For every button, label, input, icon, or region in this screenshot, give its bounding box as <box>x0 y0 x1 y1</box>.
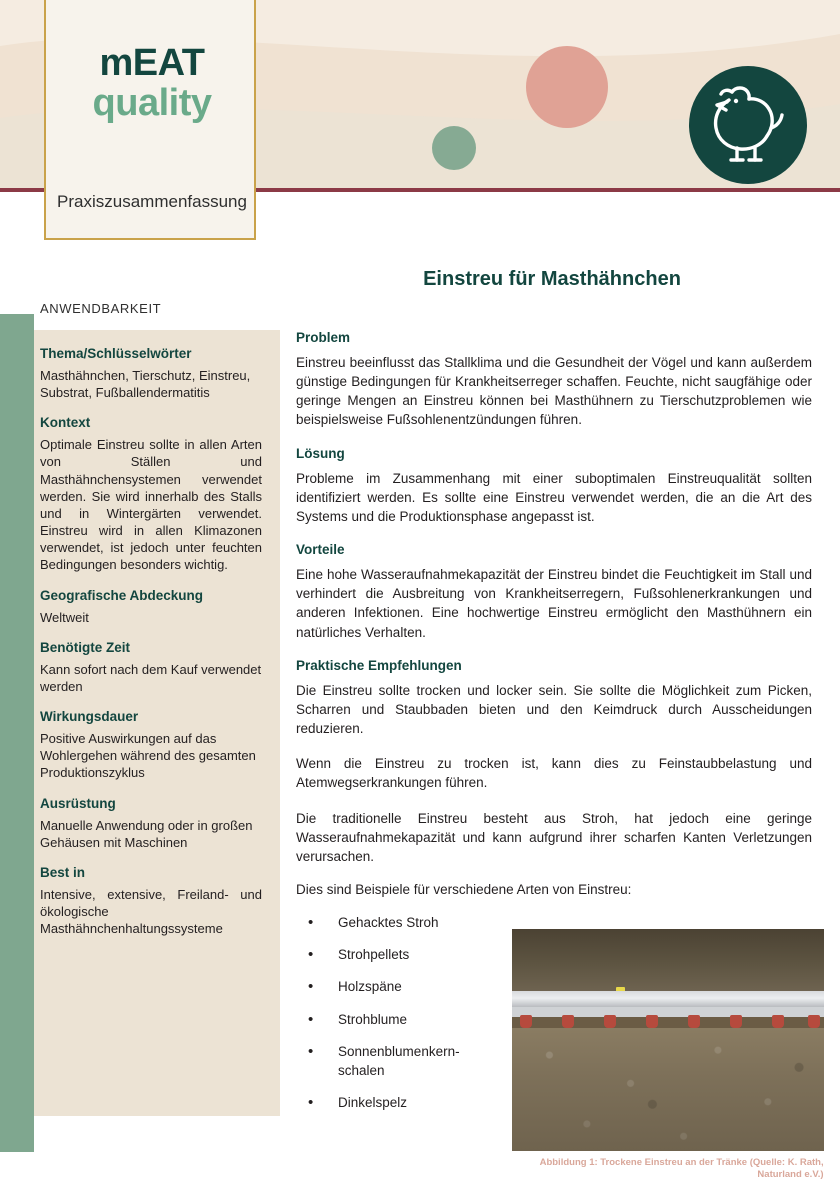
section-paragraph: Einstreu beeinflusst das Stallklima und die Gesundheit der Vögel und kann außerdem günstige Bedingungen für Krankheitserreger schaffen. Feuchte, nicht saugfähige oder geringe Mengen an Einstreu können bei Masthühnern zu Tierschutzproblemen wie beispielsweise Fußsohlenentzündungen führen. <box>296 355 812 428</box>
sidebar-text: Manuelle Anwendung oder in großen Gehäusen mit Maschinen <box>40 817 253 850</box>
chicken-badge <box>689 66 807 184</box>
sidebar-text: Intensive, extensive, Freiland- und ökologische Masthähnchenhaltungssysteme <box>40 886 262 937</box>
section-paragraph: Die Einstreu sollte trocken und locker sein. Sie sollte die Möglichkeit zum Picken, Scharren und Staubbaden bieten und den Keimdruck durch Ausscheidungen reduzieren. <box>296 682 812 737</box>
sidebar-text: Optimale Einstreu sollte in allen Arten von Ställen und Masthähnchensystemen verwendet werden. Sie wird innerhalb des Stalls und in Wintergärten verwendet. Einstreu wird in allen Klimazonen verwendet, ist jedoch unter feuchten Bedingungen besonders wichtig. <box>40 437 262 573</box>
sidebar-heading: Best in <box>40 864 86 880</box>
photo-drinker-line <box>512 991 824 1007</box>
figure-caption: Abbildung 1: Trockene Einstreu an der Tränke (Quelle: K. Rath, Naturland e.V.) <box>539 1157 824 1181</box>
left-accent-strip <box>0 314 34 1152</box>
sidebar-heading: Kontext <box>40 415 91 431</box>
section-heading: Praktische Empfehlungen <box>296 657 462 673</box>
sidebar-heading: Thema/Schlüsselwörter <box>40 346 192 361</box>
sidebar-block-geography <box>40 588 262 626</box>
photo-drinker-nipple <box>808 1015 820 1028</box>
info-sidebar <box>34 330 280 1116</box>
sidebar-heading: Wirkungsdauer <box>40 709 139 725</box>
sidebar-text: Masthähnchen, Tierschutz, Einstreu, Substrat, Fußballendermatitis <box>40 368 251 401</box>
section-solution <box>296 446 812 526</box>
sidebar-block-duration <box>40 709 262 781</box>
sidebar-heading: Ausrüstung <box>40 795 116 811</box>
sidebar-block-equipment <box>40 796 262 851</box>
photo-drinker-nipple <box>562 1015 574 1028</box>
litter-type-list <box>296 913 460 1125</box>
list-intro-text: Dies sind Beispiele für verschiedene Arten von Einstreu: <box>296 881 632 897</box>
logo-word-eat: EAT <box>132 42 205 84</box>
list-item: • Sonnenblumenkern-schalen <box>302 1042 460 1080</box>
litter-examples-row <box>296 913 824 1198</box>
brand-logo-text <box>46 44 258 122</box>
list-item: • Strohpellets <box>302 945 460 964</box>
chicken-icon <box>689 66 807 184</box>
logo-letter-m: m <box>99 42 133 84</box>
sidebar-block-time <box>40 640 262 695</box>
document-type-label: Praxiszusammenfassung <box>57 192 247 211</box>
photo-drinker-nipple <box>604 1015 616 1028</box>
logo-word-quality: quality <box>92 82 212 124</box>
photo-litter-surface <box>512 1028 824 1151</box>
sidebar-text: Positive Auswirkungen auf das Wohlergehen während des gesamten Produktionszyklus <box>40 731 256 781</box>
decorative-circle-salmon <box>526 46 608 128</box>
sidebar-block-bestin <box>40 865 262 937</box>
applicability-label: ANWENDBARKEIT <box>40 301 162 316</box>
section-heading: Problem <box>296 330 351 345</box>
main-content <box>296 330 824 1198</box>
decorative-circle-green <box>432 126 476 170</box>
photo-drinker-nipple <box>730 1015 742 1028</box>
section-heading: Vorteile <box>296 542 345 558</box>
list-item: • Strohblume <box>302 1010 460 1029</box>
brand-logo-box <box>44 0 256 240</box>
photo-drinker-nipple <box>520 1015 532 1028</box>
page-title: Einstreu für Masthähnchen <box>423 268 681 290</box>
photo-litter-at-drinker <box>512 929 824 1151</box>
section-recommendations <box>296 658 812 866</box>
section-paragraph: Die traditionelle Einstreu besteht aus Stroh, hat jedoch eine geringe Wasseraufnahmekapazität und kann aufgrund ihrer scharfen Kanten Verletzungen verursachen. <box>296 810 812 864</box>
list-item: • Gehacktes Stroh <box>302 913 460 932</box>
section-benefits <box>296 542 812 642</box>
sidebar-block-topic <box>40 346 262 401</box>
sidebar-heading: Benötigte Zeit <box>40 639 130 655</box>
list-item: • Holzspäne <box>302 977 460 996</box>
section-paragraph: Probleme im Zusammenhang mit einer suboptimalen Einstreuqualität sollten identifiziert werden. Es sollte eine Einstreu verwendet werden, die an die Art des Systems und die Produktionsphase angepasst ist. <box>296 470 812 524</box>
sidebar-heading: Geografische Abdeckung <box>40 587 204 603</box>
section-problem <box>296 330 812 430</box>
photo-background-upper <box>512 929 824 991</box>
photo-drinker-nipple <box>688 1015 700 1028</box>
section-heading: Lösung <box>296 445 345 461</box>
sidebar-block-context <box>40 415 262 573</box>
section-paragraph: Eine hohe Wasseraufnahmekapazität der Einstreu bindet die Feuchtigkeit im Stall und verhindert die Ausbreitung von Krankheitserregern, Fußsohlenerkrankungen und anderen Infektionen. Eine hochwertige Einstreu ermöglicht den Masthühnern ein natürliches Verhalten. <box>296 567 812 640</box>
sidebar-text: Kann sofort nach dem Kauf verwendet werden <box>40 661 262 694</box>
list-item: • Dinkelspelz <box>302 1093 460 1112</box>
sidebar-text: Weltweit <box>40 609 89 625</box>
photo-drinker-nipple <box>646 1015 658 1028</box>
figure-dry-litter <box>512 929 824 1182</box>
photo-drinker-nipple <box>772 1015 784 1028</box>
section-paragraph: Wenn die Einstreu zu trocken ist, kann dies zu Feinstaubbelastung und Atemwegserkrankungen führen. <box>296 756 812 791</box>
